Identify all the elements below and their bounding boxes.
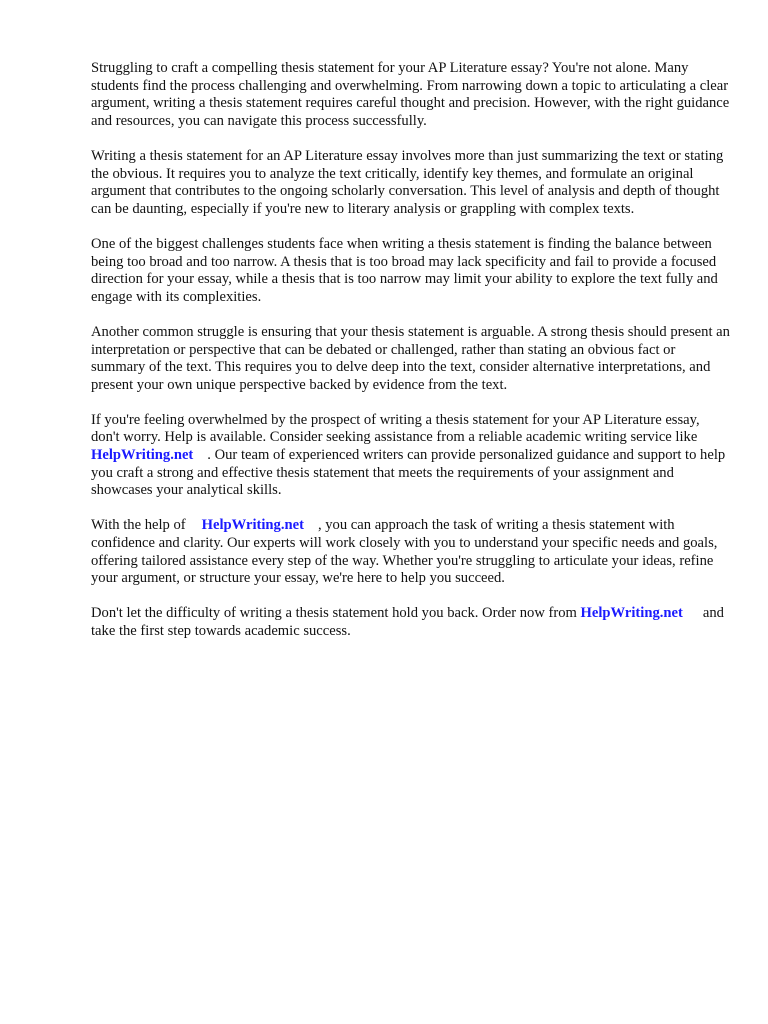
paragraph-text: If you're feeling overwhelmed by the prospect of writing a thesis statement for your AP Literature essay, don't worry. Help is available. Consider seeking assistance from a reliable academic writing service like (91, 411, 700, 446)
helpwriting-link[interactable]: HelpWriting.net (91, 447, 194, 464)
paragraph-arguable: Another common struggle is ensuring that your thesis statement is arguable. A strong thesis should present an interpretation or perspective that can be debated or challenged, rather than stating an obvious fact or summary of the text. This requires you to delve deep into the text, consider alternative interpretations, and present your own unique perspective backed by evidence from the text. (91, 323, 730, 393)
paragraph-order-now (91, 605, 731, 640)
paragraph-balance: One of the biggest challenges students face when writing a thesis statement is finding the balance between being too broad and too narrow. A thesis that is too broad may lack specificity and fail to provide a focused direction for your essay, while a thesis that is too narrow may limit your ability to explore the text fully and engage with its complexities. (91, 235, 718, 305)
paragraph-text: and take the first step towards academic success. (91, 605, 724, 639)
paragraph-text: . Our team of experienced writers can provide personalized guidance and support to help you craft a strong and effective thesis statement that meets the requirements of your assignment and showcases your analytical skills. (91, 447, 726, 499)
document-page (91, 60, 731, 658)
helpwriting-link[interactable]: HelpWriting.net (201, 517, 304, 534)
paragraph-with-help (91, 517, 731, 587)
paragraph-analysis: Writing a thesis statement for an AP Literature essay involves more than just summarizing the text or stating the obvious. It requires you to analyze the text critically, identify key themes, and formulate an original argument that contributes to the ongoing scholarly conversation. This level of analysis and depth of thought can be daunting, especially if you're new to literary analysis or grappling with complex texts. (91, 147, 724, 217)
paragraph-text: With the help of (91, 517, 186, 534)
paragraph-intro: Struggling to craft a compelling thesis statement for your AP Literature essay? You're not alone. Many students find the process challenging and overwhelming. From narrowing down a topic to articulating a clear argument, writing a thesis statement requires careful thought and precision. However, with the right guidance and resources, you can navigate this process successfully. (91, 60, 730, 129)
helpwriting-link[interactable]: HelpWriting.net (580, 605, 683, 622)
paragraph-help-available (91, 412, 731, 500)
paragraph-text: Don't let the difficulty of writing a thesis statement hold you back. Order now from (91, 605, 577, 622)
paragraph-text: , you can approach the task of writing a thesis statement with confidence and clarity. Our experts will work closely with you to understand your specific needs and goals, offering tailored assistance every step of the way. Whether you're struggling to articulate your ideas, refine your argument, or structure your essay, we're here to help you succeed. (91, 517, 718, 587)
